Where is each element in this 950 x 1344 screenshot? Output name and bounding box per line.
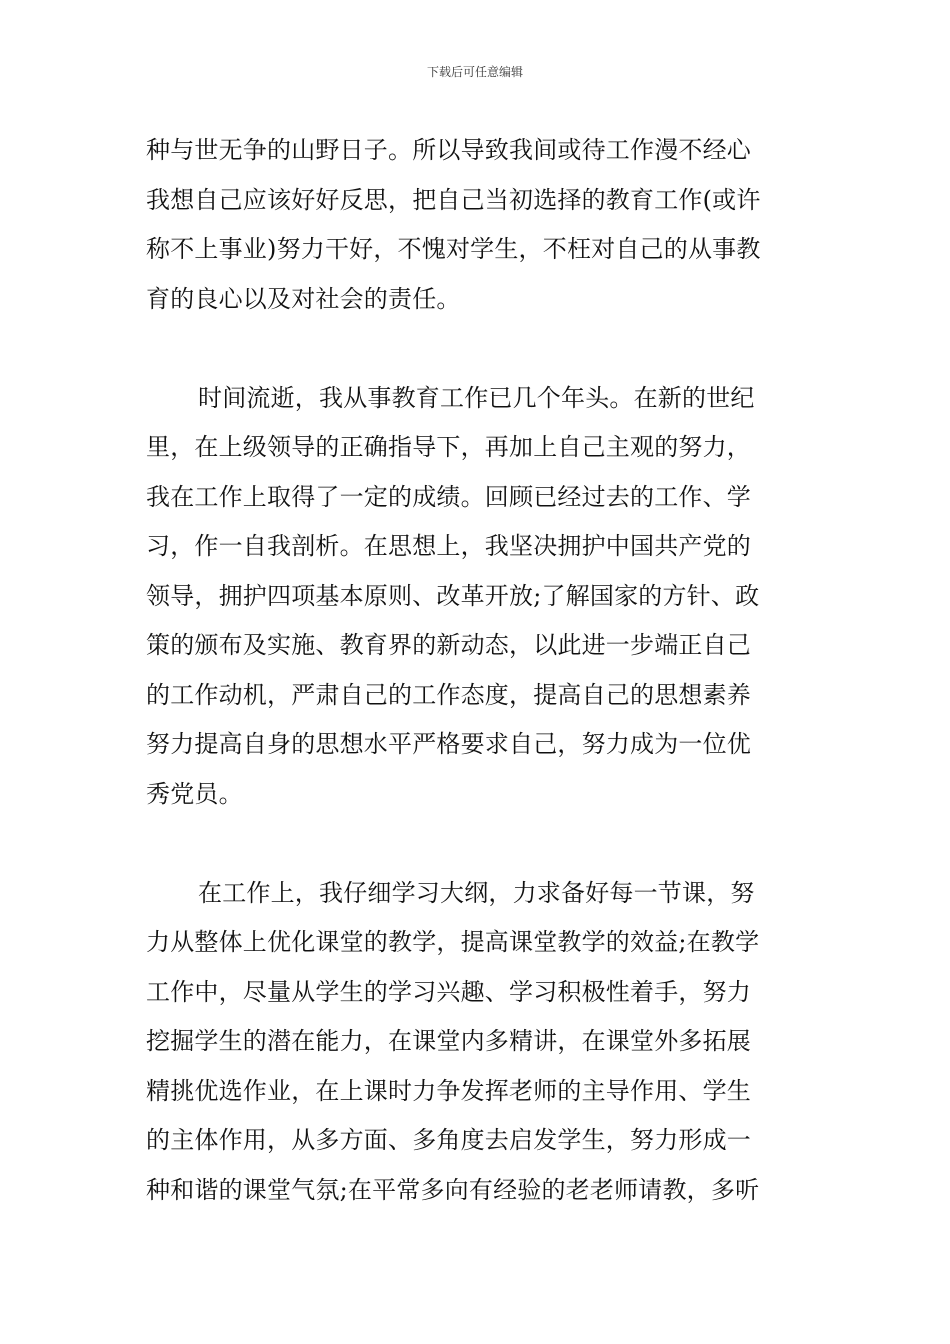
text-line: 挖掘学生的潜在能力，在课堂内多精讲，在课堂外多拓展	[146, 1027, 751, 1055]
text-line: 在工作上，我仔细学习大纲，力求备好每一节课，努	[198, 878, 755, 907]
page-header: 下载后可任意编辑	[426, 65, 523, 79]
text-line: 领导，拥护四项基本原则、改革开放;了解国家的方针、政	[146, 581, 760, 610]
paragraph-3	[146, 869, 836, 1216]
text-line: 秀党员。	[146, 779, 243, 808]
text-line: 努力提高自身的思想水平严格要求自己，努力成为一位优	[146, 730, 751, 758]
paragraph-1	[146, 126, 836, 324]
text-line: 时间流逝，我从事教育工作已几个年头。在新的世纪	[198, 383, 755, 412]
text-line: 策的颁布及实施、教育界的新动态，以此进一步端正自己	[146, 631, 751, 659]
text-line: 育的良心以及对社会的责任。	[146, 284, 461, 313]
text-line: 种与世无争的山野日子。所以导致我间或待工作漫不经心	[146, 136, 751, 164]
text-line: 称不上事业)努力干好，不愧对学生，不枉对自己的从事教	[146, 235, 761, 263]
text-line: 工作中，尽量从学生的学习兴趣、学习积极性着手，努力	[146, 977, 751, 1006]
paragraph-gap	[146, 819, 836, 869]
text-line: 习，作一自我剖析。在思想上，我坚决拥护中国共产党的	[146, 532, 751, 560]
text-line: 力从整体上优化课堂的教学，提高课堂教学的效益;在教学	[146, 928, 760, 956]
text-line: 里，在上级领导的正确指导下，再加上自己主观的努力，	[146, 433, 751, 461]
paragraph-2	[146, 374, 836, 820]
text-line: 种和谐的课堂气氛;在平常多向有经验的老老师请教，多听	[146, 1175, 760, 1204]
text-line: 精挑优选作业，在上课时力争发挥老师的主导作用、学生	[146, 1076, 751, 1105]
text-line: 的主体作用，从多方面、多角度去启发学生，努力形成一	[146, 1126, 751, 1154]
paragraph-gap	[146, 324, 836, 374]
text-line: 我想自己应该好好反思，把自己当初选择的教育工作(或许	[146, 185, 761, 214]
text-line: 我在工作上取得了一定的成绩。回顾已经过去的工作、学	[146, 482, 751, 511]
document-body	[146, 126, 836, 1215]
text-line: 的工作动机，严肃自己的工作态度，提高自己的思想素养	[146, 680, 751, 709]
